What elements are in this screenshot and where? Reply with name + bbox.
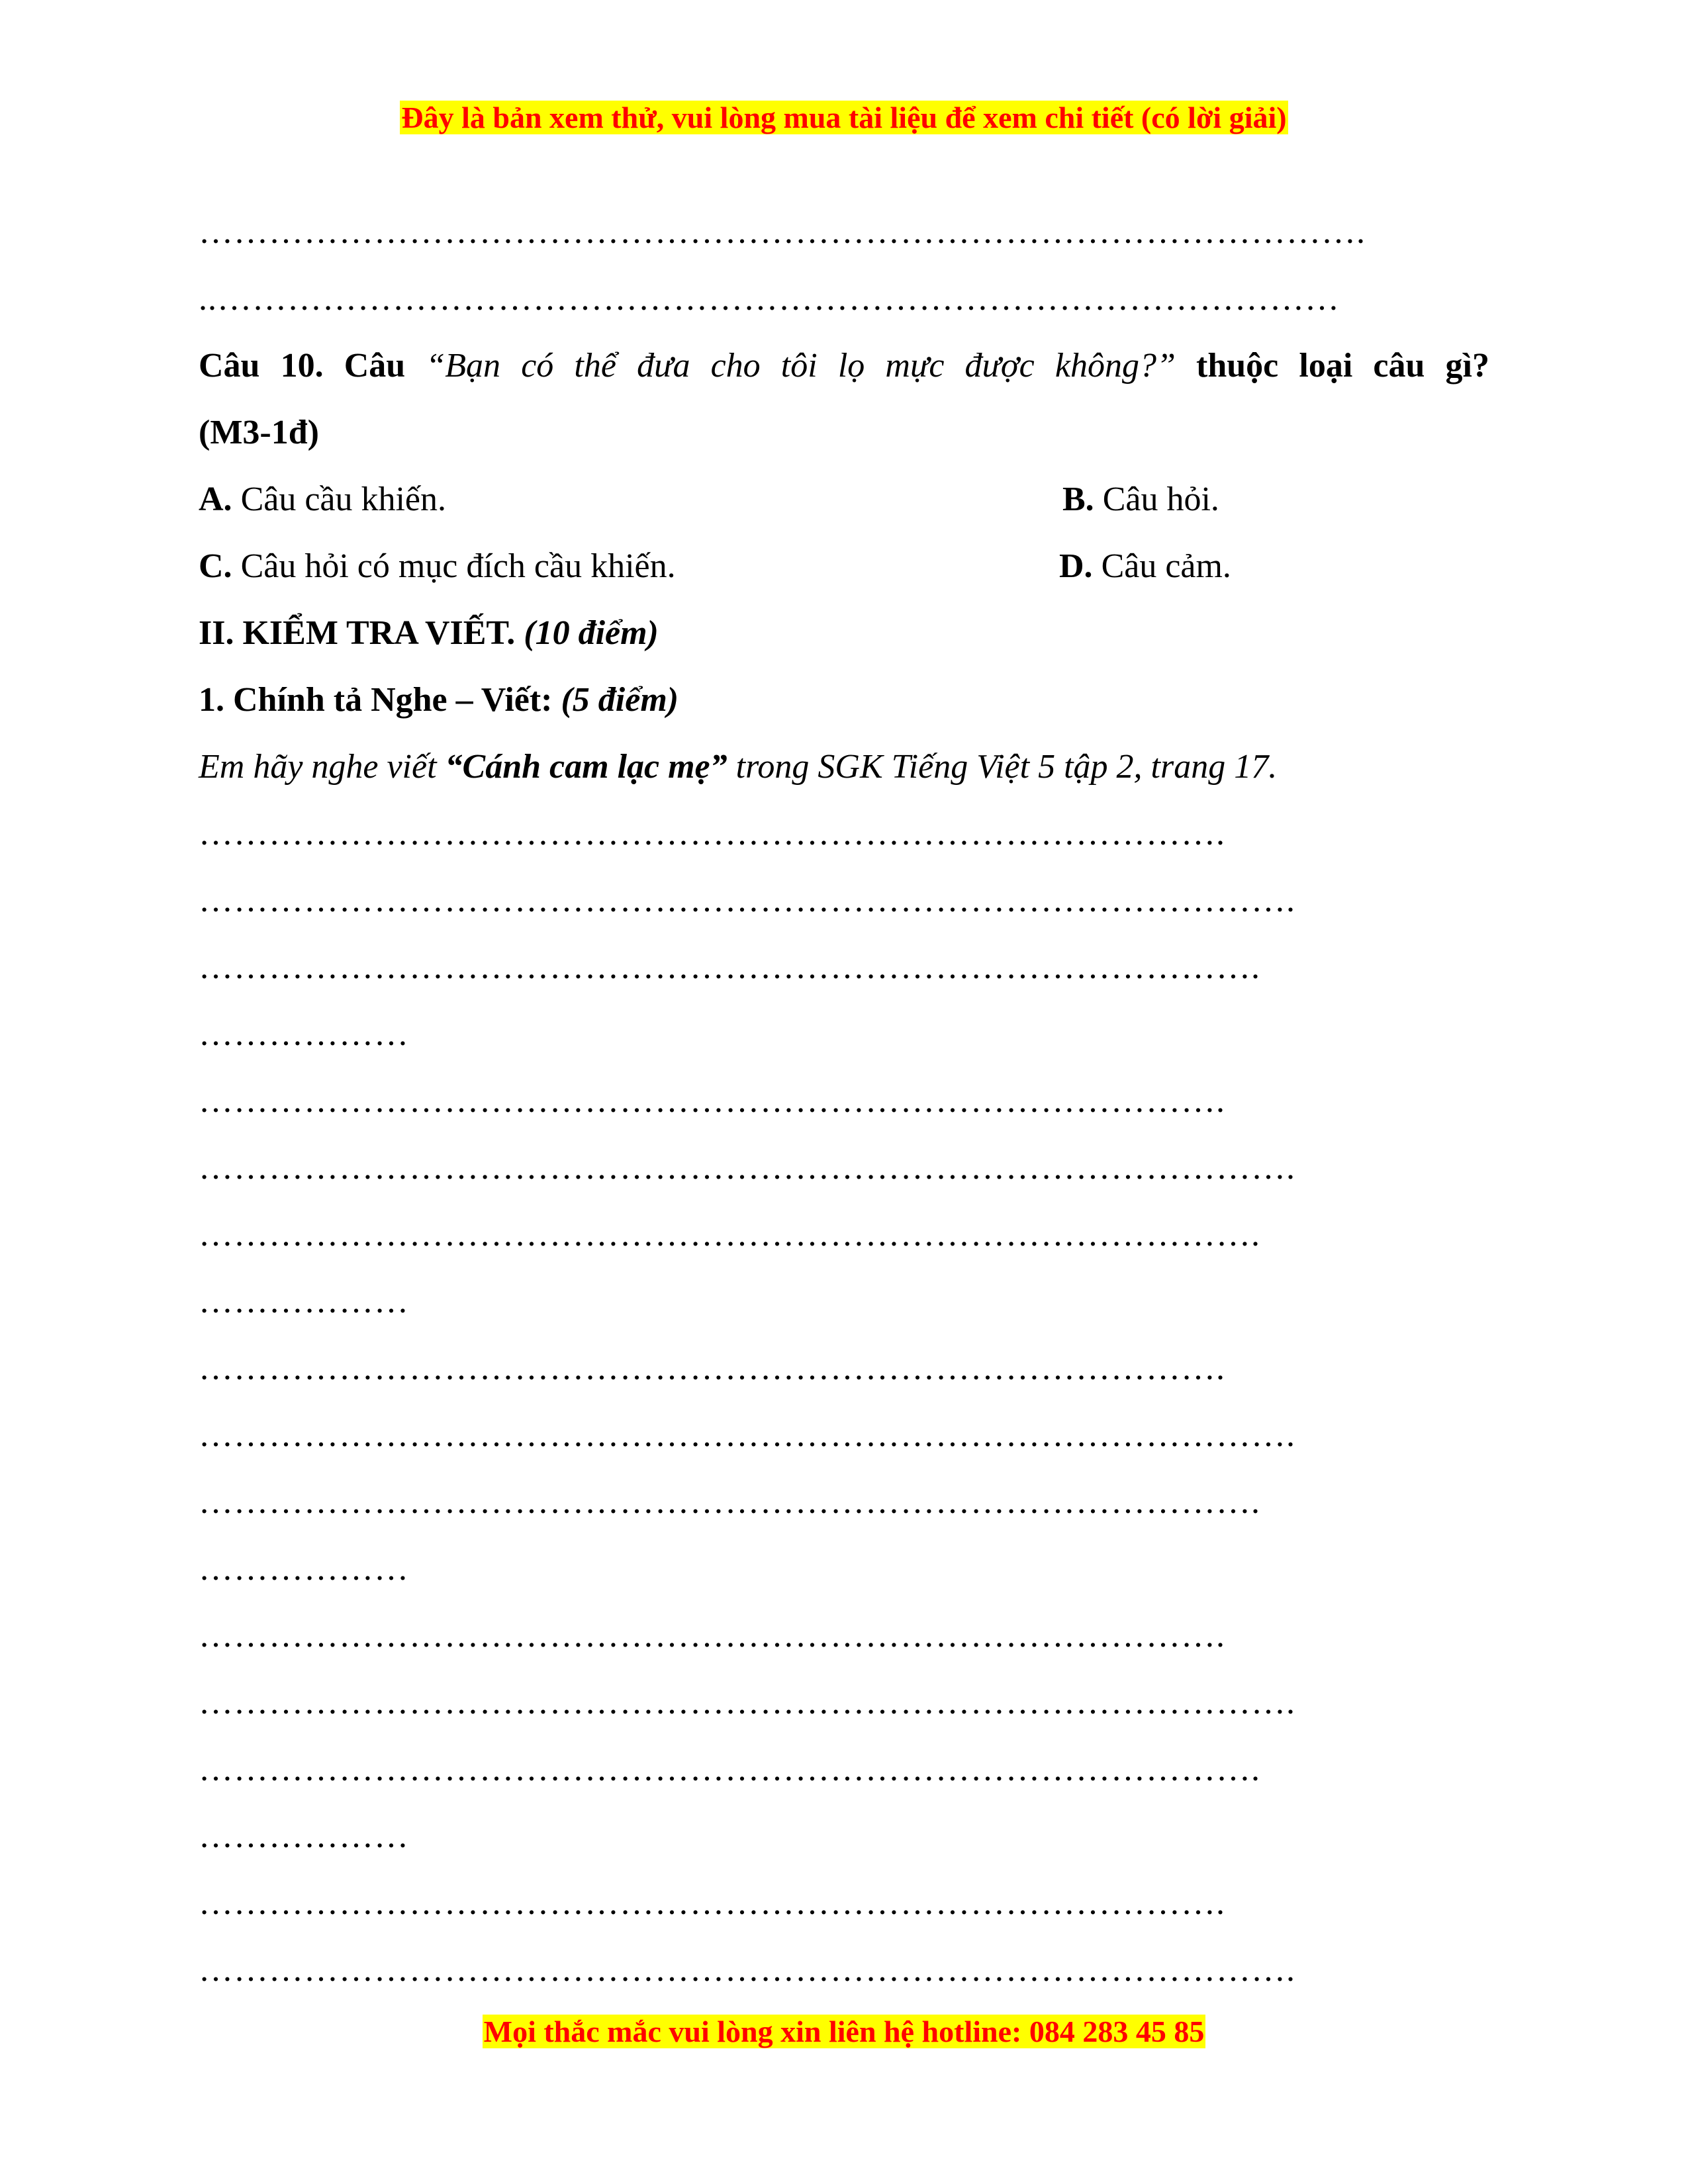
option-c-text: Câu hỏi có mục đích cầu khiến. xyxy=(240,547,676,585)
instruction-line xyxy=(199,733,1489,800)
question-10-line xyxy=(199,332,1489,399)
preview-notice-text: Đây là bản xem thử, vui lòng mua tài liệu để xem chi tiết (có lời giải) xyxy=(401,101,1287,134)
question-quote: “Bạn có thể đưa cho tôi lọ mực được không?” xyxy=(426,347,1176,385)
option-b-letter: B. xyxy=(1062,480,1094,518)
option-b xyxy=(1062,466,1219,533)
writing-dot-line: ………………………………………………………………………………. xyxy=(199,948,1260,986)
writing-dot-line: ………………………………………………………………………………. xyxy=(199,1751,1260,1788)
options-row-cd xyxy=(199,533,1489,600)
option-c-letter: C. xyxy=(199,547,232,585)
instruction-after: trong SGK Tiếng Việt 5 tập 2, trang 17. xyxy=(735,748,1278,786)
options-row-ab xyxy=(199,466,1489,533)
subsection-1-title: 1. Chính tả Nghe – Viết: xyxy=(199,681,553,719)
instruction-before: Em hãy nghe viết xyxy=(199,748,437,786)
question-points-line xyxy=(199,399,1489,466)
option-d xyxy=(1059,533,1231,600)
writing-dot-line: ……………………………………………………………………………. xyxy=(199,815,1225,852)
section-2-points: (10 điểm) xyxy=(524,614,659,652)
question-tail: thuộc loại câu gì? xyxy=(1196,347,1490,385)
answer-dot-line: ..…………………………………………………………………………………… xyxy=(199,280,1340,318)
option-a xyxy=(199,480,446,518)
document-body xyxy=(199,199,1489,2003)
section-2-title: II. KIỂM TRA VIẾT. xyxy=(199,614,516,652)
writing-dot-line: ……………… xyxy=(199,1550,409,1588)
option-d-letter: D. xyxy=(1059,547,1093,585)
writing-dot-line: ……………… xyxy=(199,1817,409,1855)
writing-dot-line: ……………… xyxy=(199,1283,409,1320)
writing-dot-line: …………………………………………………………………………………. xyxy=(199,1951,1295,1989)
section-2-heading xyxy=(199,600,1489,666)
option-a-letter: A. xyxy=(199,480,232,518)
instruction-title: “Cánh cam lạc mẹ” xyxy=(445,748,727,786)
preview-notice-banner xyxy=(0,98,1688,138)
writing-dot-line: …………………………………………………………………………………. xyxy=(199,882,1295,919)
question-word: Câu xyxy=(344,347,406,385)
subsection-1-heading xyxy=(199,666,1489,733)
writing-dot-line: …………………………………………………………………………………. xyxy=(199,1684,1295,1721)
option-d-text: Câu cảm. xyxy=(1101,547,1231,585)
writing-dot-line: ………………………………………………………………………………. xyxy=(199,1483,1260,1521)
option-c xyxy=(199,547,676,585)
option-a-text: Câu cầu khiến. xyxy=(240,480,447,518)
writing-dot-line: ……………………………………………………………………………. xyxy=(199,1884,1225,1922)
writing-dot-line: …………………………………………………………………………………. xyxy=(199,1416,1295,1454)
question-points: (M3-1đ) xyxy=(199,414,319,451)
writing-dot-line: …………………………………………………………………………………. xyxy=(199,1149,1295,1187)
writing-dot-line: ……………………………………………………………………………. xyxy=(199,1617,1225,1655)
writing-dot-line: ………………………………………………………………………………. xyxy=(199,1216,1260,1253)
subsection-1-points: (5 điểm) xyxy=(561,681,679,719)
question-number: Câu 10. xyxy=(199,347,324,385)
writing-dot-line: ……………………………………………………………………………. xyxy=(199,1349,1225,1387)
writing-dot-line: ……………………………………………………………………………. xyxy=(199,1082,1225,1120)
option-b-text: Câu hỏi. xyxy=(1102,480,1219,518)
answer-dot-line: ………………………………………………………………………………………. xyxy=(199,213,1366,251)
hotline-text: Mọi thắc mắc vui lòng xin liên hệ hotline: 084 283 45 85 xyxy=(483,2015,1205,2048)
hotline-banner xyxy=(0,2012,1688,2052)
writing-dot-line: ……………… xyxy=(199,1015,409,1053)
